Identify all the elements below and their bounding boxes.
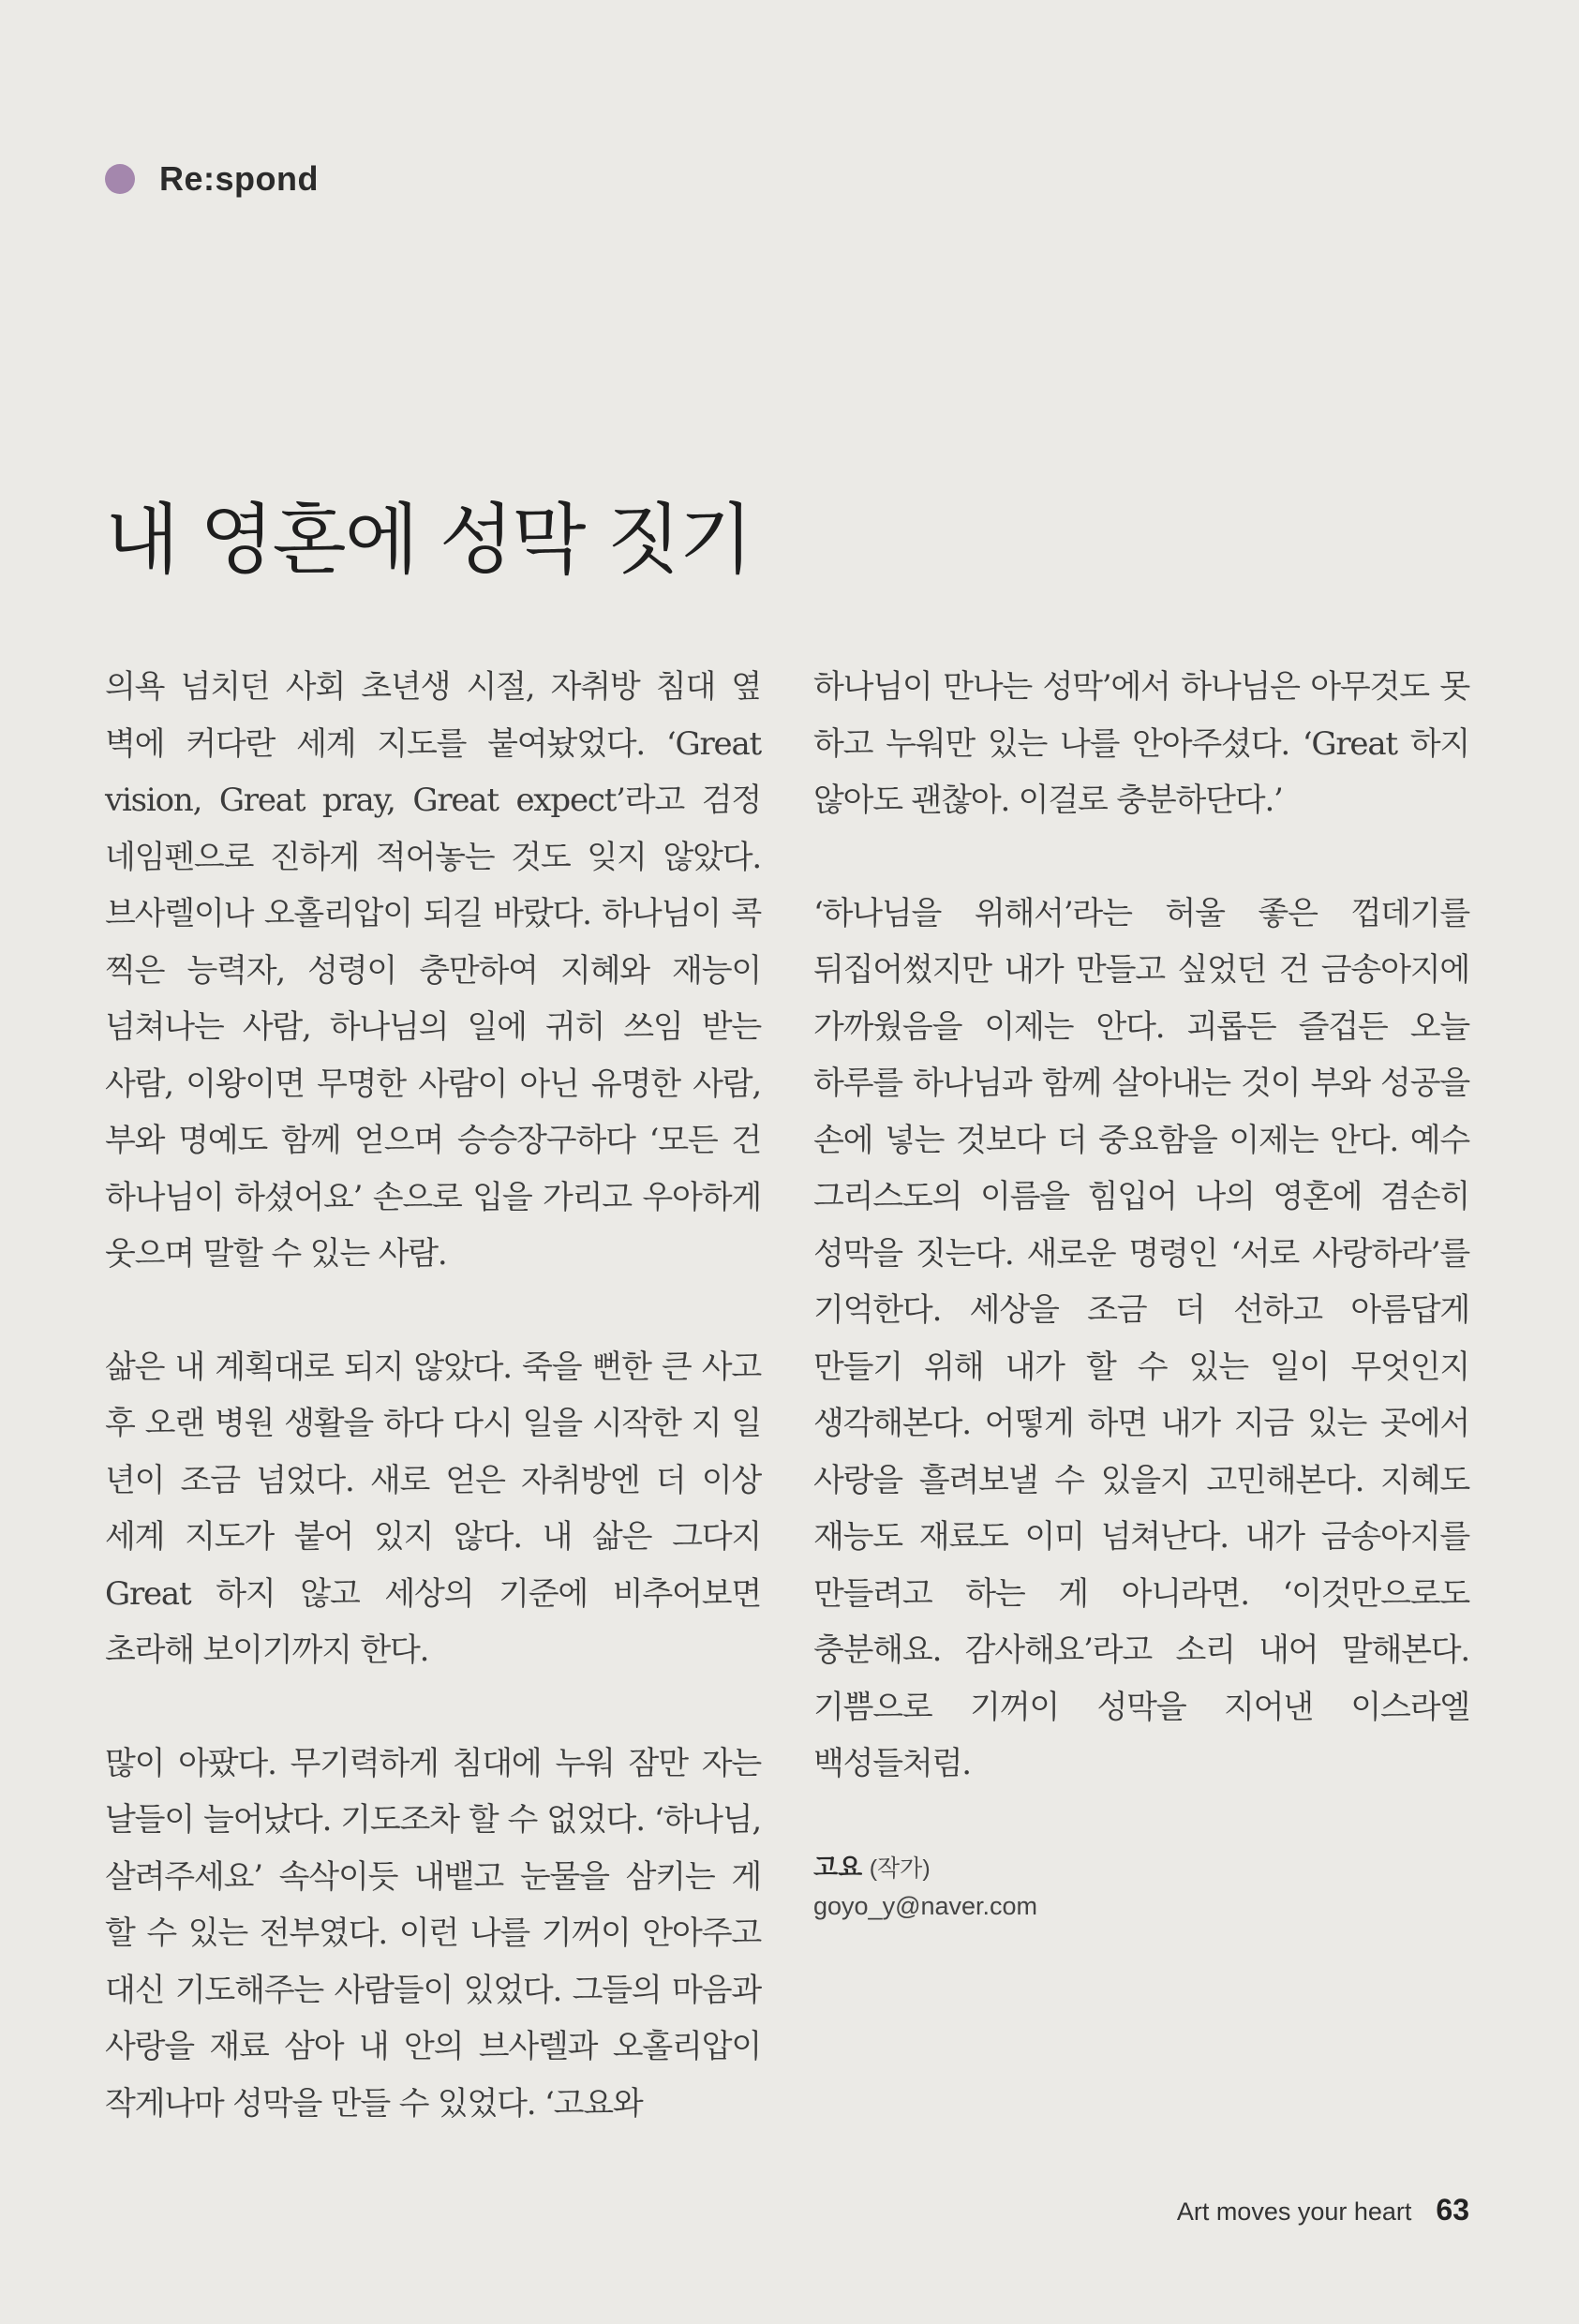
author-byline bbox=[813, 1849, 1469, 1887]
article-title: 내 영혼에 성막 짓기 bbox=[105, 496, 752, 585]
author-email: goyo_y@naver.com bbox=[813, 1891, 1038, 1920]
paragraph: 하나님이 만나는 성막’에서 하나님은 아무것도 못 하고 누워만 있는 나를 안아주셨다. ‘Great 하지 않아도 괜찮아. 이걸로 충분하단다.’ bbox=[813, 668, 1469, 819]
page-number: 63 bbox=[1436, 2193, 1469, 2227]
section-dot-icon bbox=[105, 164, 135, 194]
author-role: (작가) bbox=[869, 1855, 931, 1882]
section-label: Re:spond bbox=[159, 159, 319, 198]
footer-tagline: Art moves your heart bbox=[1176, 2197, 1412, 2226]
page-footer bbox=[1177, 2193, 1469, 2227]
paragraph: 의욕 넘치던 사회 초년생 시절, 자취방 침대 옆 벽에 커다란 세계 지도를 붙여놨었다. ‘Great vision, Great pray, Great expect’라고 검정 네임펜으로 진하게 적어놓는 것도 잊지 않았다. 브사렐이나 오홀리압이 되길 바랐다. 하나님이 콕 찍은 능력자, 성령이 충만하여 지혜와 재능이 넘쳐나는 사람, 하나님의 일에 귀히 쓰임 받는 사람, 이왕이면 무명한 사람이 아닌 유명한 사람, 부와 명예도 함께 얻으며 승승장구하다 ‘모든 건 하나님이 하셨어요’ 손으로 입을 가리고 우아하게 웃으며 말할 수 있는 사람. bbox=[105, 668, 761, 1273]
paragraph: 많이 아팠다. 무기력하게 침대에 누워 잠만 자는 날들이 늘어났다. 기도조차 할 수 없었다. ‘하나님, 살려주세요’ 속삭이듯 내뱉고 눈물을 삼키는 게 할 수 있는 전부였다. 이런 나를 기꺼이 안아주고 대신 기도해주는 사람들이 있었다. 그들의 마음과 사랑을 재료 삼아 내 안의 브사렐과 오홀리압이 작게나마 성막을 만들 수 있었다. ‘고요와 bbox=[105, 1744, 761, 2123]
paragraph: 삶은 내 계획대로 되지 않았다. 죽을 뻔한 큰 사고 후 오랜 병원 생활을 하다 다시 일을 시작한 지 일 년이 조금 넘었다. 새로 얻은 자취방엔 더 이상 세계 지도가 붙어 있지 않다. 내 삶은 그다지 Great 하지 않고 세상의 기준에 비추어보면 초라해 보이기까지 한다. bbox=[105, 1348, 761, 1669]
author-name: 고요 bbox=[813, 1853, 863, 1882]
paragraph: ‘하나님을 위해서’라는 허울 좋은 껍데기를 뒤집어썼지만 내가 만들고 싶었던 건 금송아지에 가까웠음을 이제는 안다. 괴롭든 즐겁든 오늘 하루를 하나님과 함께 살아내는 것이 부와 성공을 손에 넣는 것보다 더 중요함을 이제는 안다. 예수 그리스도의 이름을 힘입어 나의 영혼에 겸손히 성막을 짓는다. 새로운 명령인 ‘서로 사랑하라’를 기억한다. 세상을 조금 더 선하고 아름답게 만들기 위해 내가 할 수 있는 일이 무엇인지 생각해본다. 어떻게 하면 내가 지금 있는 곳에서 사랑을 흘려보낼 수 있을지 고민해본다. 지혜도 재능도 재료도 이미 넘쳐난다. 내가 금송아지를 만들려고 하는 게 아니라면. ‘이것만으로도 충분해요. 감사해요’라고 소리 내어 말해본다. 기쁨으로 기꺼이 성막을 지어낸 이스라엘 백성들처럼. bbox=[813, 894, 1469, 1782]
article-column-right bbox=[813, 659, 1469, 1925]
author-info bbox=[813, 1849, 1469, 1925]
article-column-left bbox=[105, 659, 761, 2188]
section-tag bbox=[105, 159, 319, 199]
